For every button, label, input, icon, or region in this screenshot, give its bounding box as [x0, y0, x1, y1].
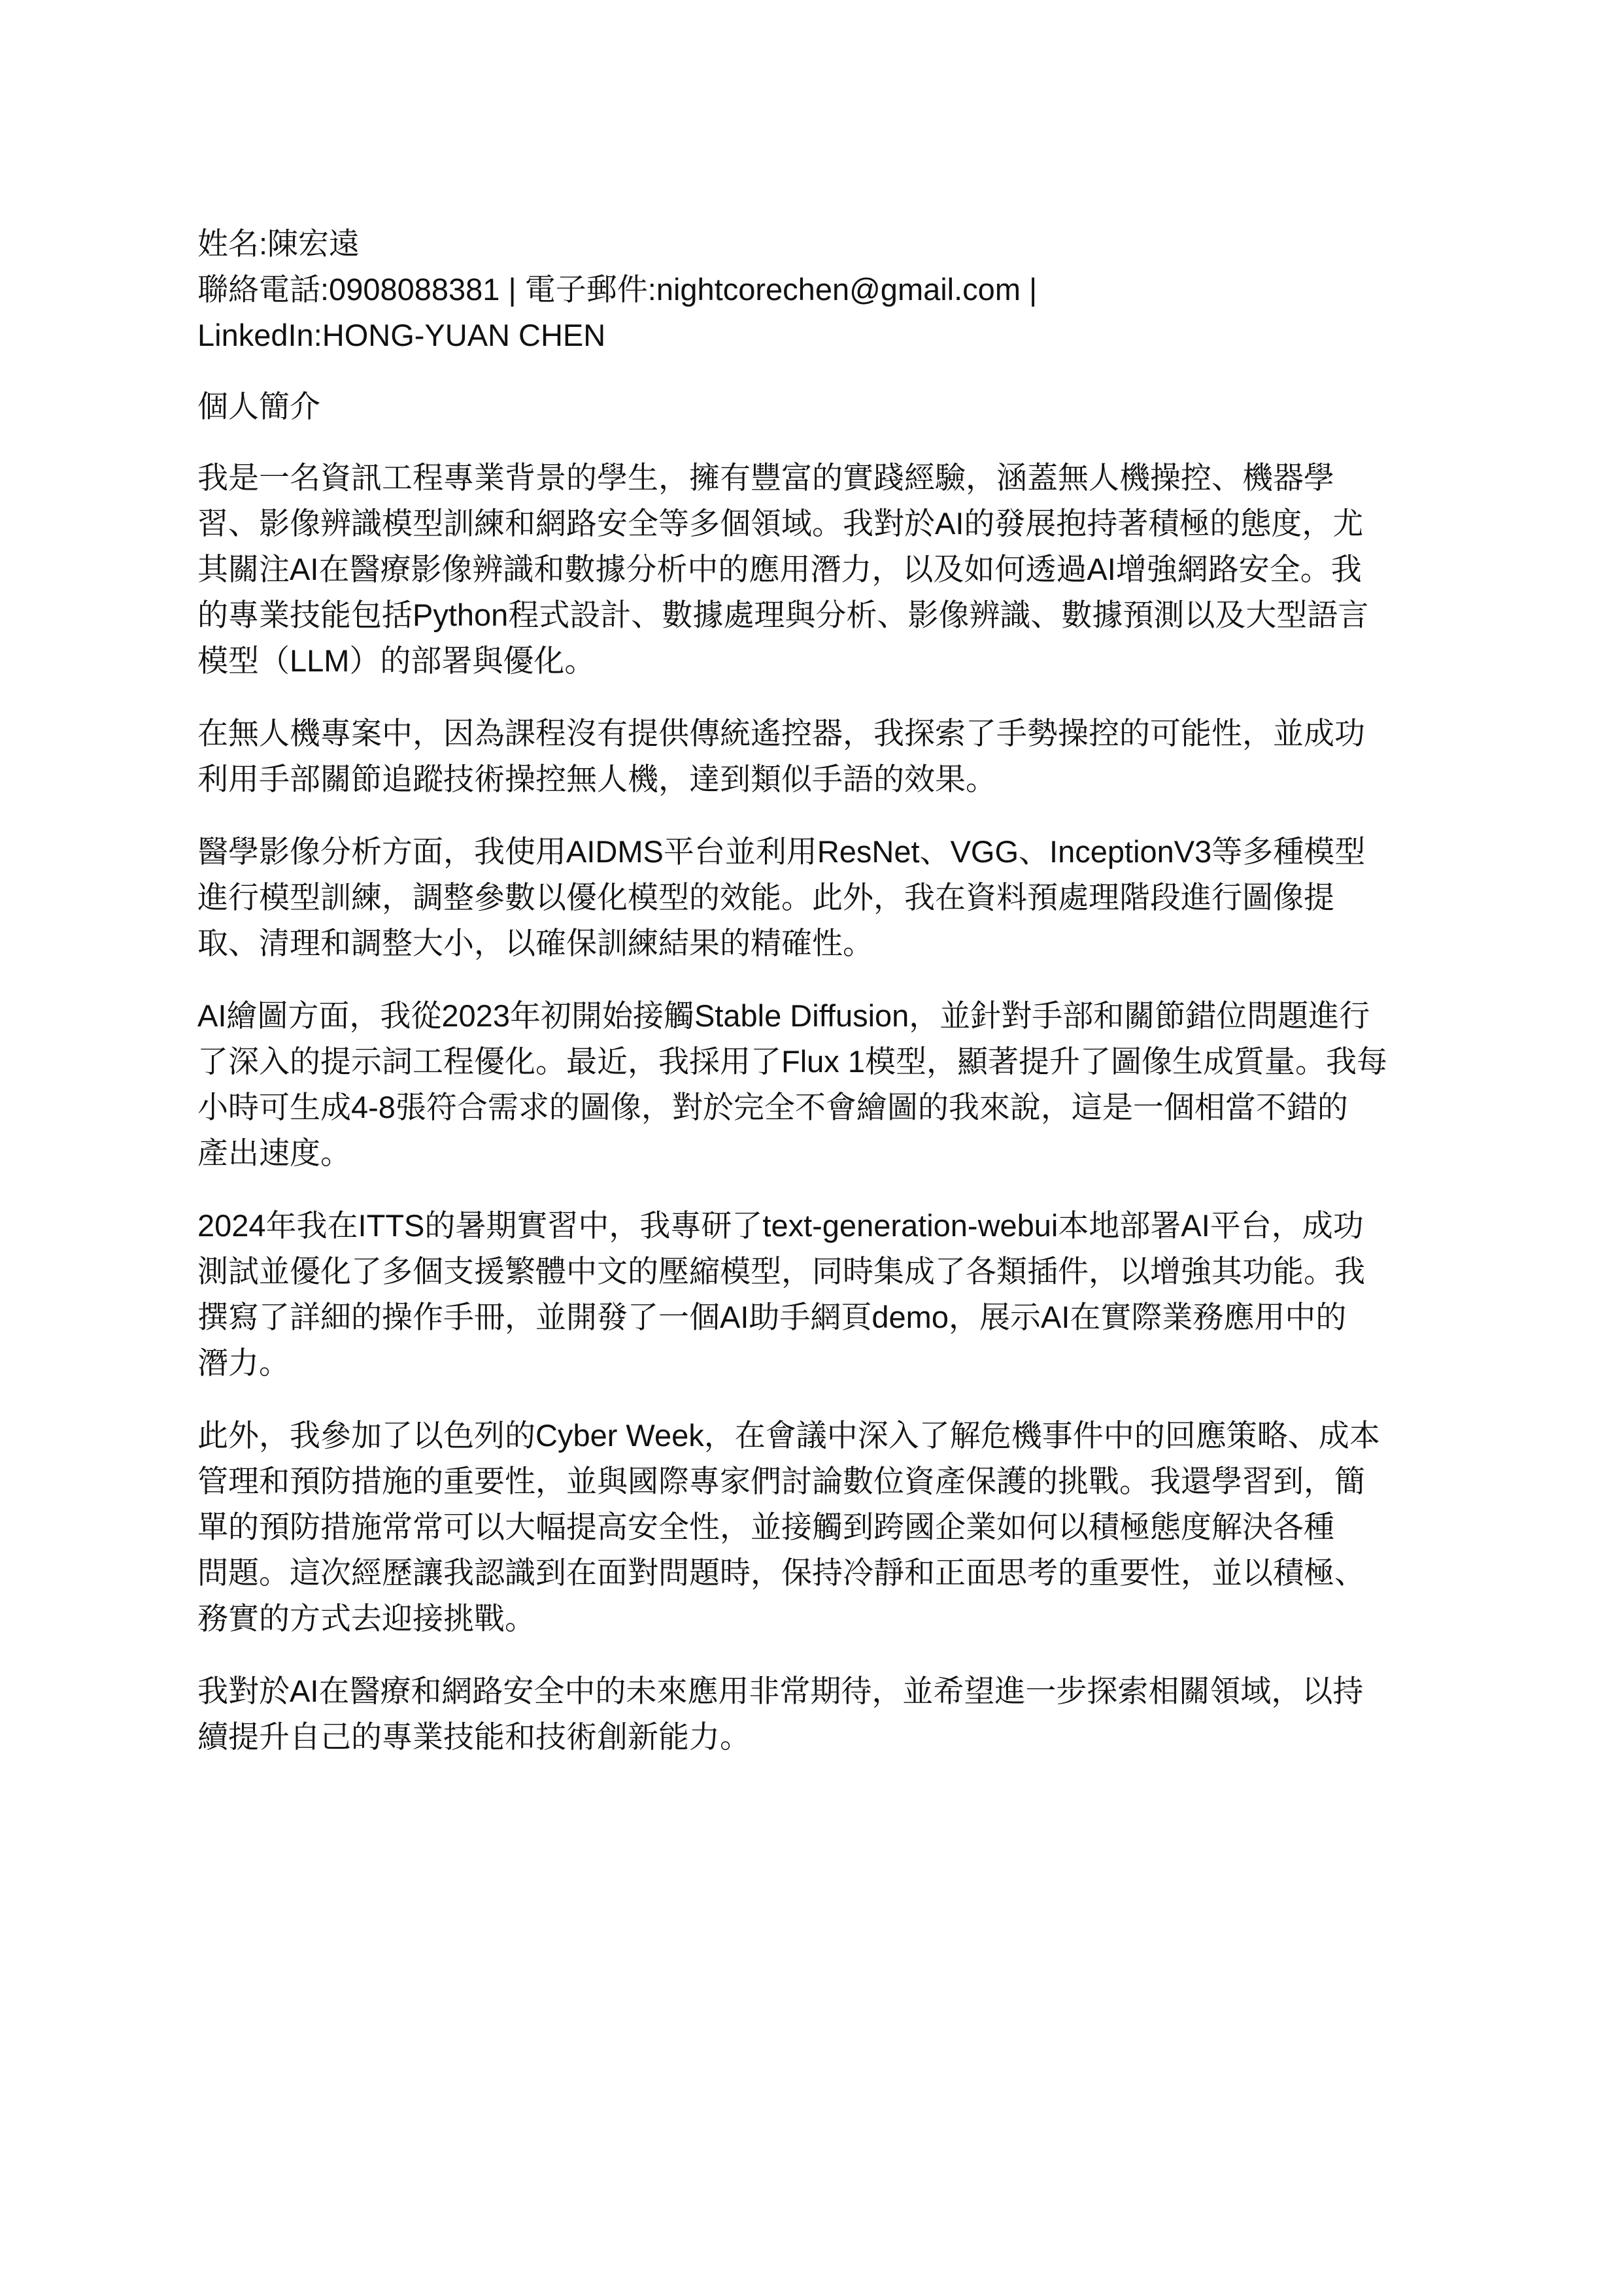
- paragraph-line: 醫學影像分析方面，我使用AIDMS平台並利用ResNet、VGG、InceptionV3等多種模型: [197, 834, 1366, 869]
- paragraph: [197, 1203, 1440, 1386]
- paragraph-line: 撰寫了詳細的操作手冊，並開發了一個AI助手網頁demo，展示AI在實際業務應用中的: [197, 1300, 1347, 1334]
- paragraph-line: 測試並優化了多個支援繁體中文的壓縮模型，同時集成了各類插件，以增強其功能。我: [197, 1254, 1365, 1289]
- paragraph-line: 小時可生成4-8張符合需求的圖像，對於完全不會繪圖的我來說，這是一個相當不錯的: [197, 1090, 1348, 1124]
- paragraph-line: 我對於AI在醫療和網路安全中的未來應用非常期待，並希望進一步探索相關領域，以持: [197, 1674, 1364, 1708]
- body-text: [197, 455, 1440, 1760]
- paragraph-line: 的專業技能包括Python程式設計、數據處理與分析、影像辨識、數據預測以及大型語言: [197, 598, 1369, 632]
- paragraph-line: 管理和預防措施的重要性，並與國際專家們討論數位資產保護的挑戰。我還學習到，簡: [197, 1464, 1365, 1498]
- paragraph-line: 潛力。: [197, 1345, 290, 1380]
- paragraph-line: AI繪圖方面，我從2023年初開始接觸Stable Diffusion，並針對手部和關節錯位問題進行: [197, 998, 1370, 1033]
- paragraph-line: 此外，我參加了以色列的Cyber Week，在會議中深入了解危機事件中的回應策略、成本: [197, 1418, 1380, 1453]
- paragraph-line: 務實的方式去迎接挑戰。: [197, 1601, 535, 1636]
- paragraph-line: 在無人機專案中，因為課程沒有提供傳統遙控器，我探索了手勢操控的可能性，並成功: [197, 716, 1365, 751]
- paragraph-line: 其關注AI在醫療影像辨識和數據分析中的應用潛力，以及如何透過AI增強網路安全。我: [197, 552, 1362, 586]
- paragraph: [197, 711, 1440, 802]
- name-line: 姓名:陳宏遠: [197, 226, 360, 261]
- paragraph-line: 2024年我在ITTS的暑期實習中，我專研了text-generation-webui本地部署AI平台，成功: [197, 1208, 1364, 1243]
- paragraph-line: 了深入的提示詞工程優化。最近，我採用了Flux 1模型，顯著提升了圖像生成質量。我每: [197, 1044, 1387, 1079]
- paragraph-line: 模型（LLM）的部署與優化。: [197, 643, 596, 678]
- linkedin-line: LinkedIn:HONG-YUAN CHEN: [197, 318, 606, 352]
- paragraph-line: 產出速度。: [197, 1136, 351, 1170]
- document-page: [197, 221, 1440, 1760]
- contact-header: [197, 221, 1440, 358]
- paragraph-line: 習、影像辨識模型訓練和網路安全等多個領域。我對於AI的發展抱持著積極的態度，尤: [197, 506, 1364, 541]
- paragraph: [197, 1413, 1440, 1642]
- paragraph: [197, 1668, 1440, 1760]
- paragraph-line: 取、清理和調整大小，以確保訓練結果的精確性。: [197, 926, 873, 960]
- paragraph: [197, 993, 1440, 1176]
- section-title: 個人簡介: [197, 389, 320, 424]
- paragraph-line: 我是一名資訊工程專業背景的學生，擁有豐富的實踐經驗，涵蓋無人機操控、機器學: [197, 460, 1334, 495]
- paragraph: [197, 455, 1440, 684]
- paragraph-line: 續提升自己的專業技能和技術創新能力。: [197, 1719, 751, 1754]
- contact-line: 聯絡電話:0908088381 | 電子郵件:nightcorechen@gmail.com |: [197, 272, 1038, 307]
- paragraph: [197, 829, 1440, 966]
- paragraph-line: 進行模型訓練，調整參數以優化模型的效能。此外，我在資料預處理階段進行圖像提: [197, 880, 1334, 915]
- paragraph-line: 單的預防措施常常可以大幅提高安全性，並接觸到跨國企業如何以積極態度解決各種: [197, 1510, 1334, 1544]
- paragraph-line: 利用手部關節追蹤技術操控無人機，達到類似手語的效果。: [197, 762, 996, 796]
- paragraph-line: 問題。這次經歷讓我認識到在面對問題時，保持冷靜和正面思考的重要性，並以積極、: [197, 1555, 1365, 1590]
